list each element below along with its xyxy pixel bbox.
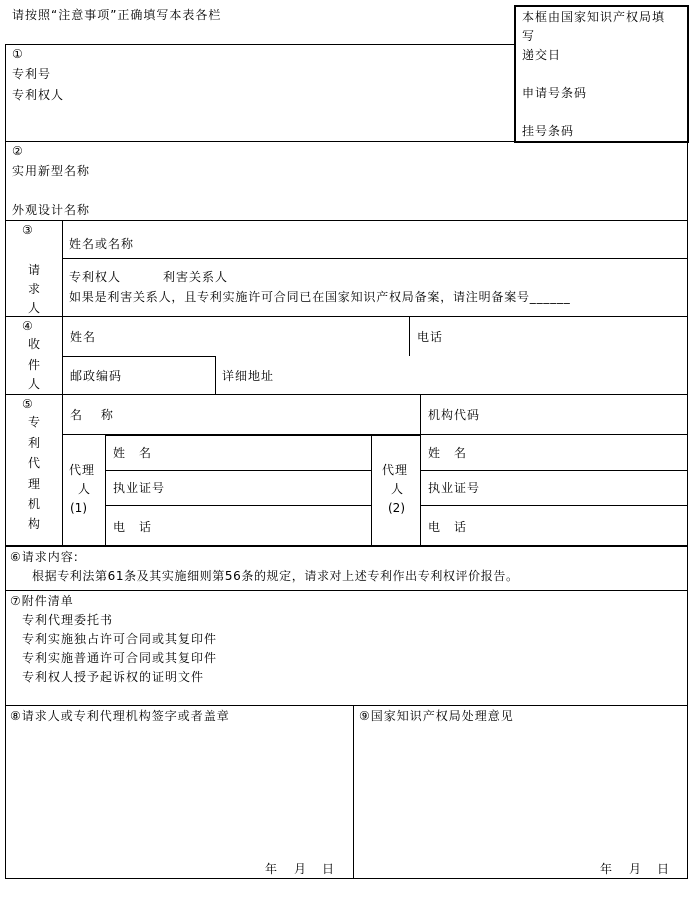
section3-side-label-1: 请 (28, 263, 42, 277)
section9-title: ⑨国家知识产权局处理意见 (359, 709, 514, 723)
section5-side-label-4: 理 (28, 477, 42, 491)
section3-divider (5, 316, 688, 317)
patentee-field[interactable] (80, 86, 500, 106)
section3-number: ③ (22, 223, 34, 237)
design-name-label: 外观设计名称 (12, 203, 91, 217)
agency-code-field[interactable] (490, 400, 680, 428)
office-box-title-cont: 写 (522, 29, 536, 43)
section8-9-divider (353, 705, 354, 878)
agent2-phone-field[interactable] (485, 510, 680, 540)
section8-title: ⑧请求人或专利代理机构签字或者盖章 (10, 709, 230, 723)
section5-side-label-3: 代 (28, 456, 42, 470)
section5-side-label-5: 机 (28, 497, 42, 511)
section1-number: ① (12, 47, 24, 61)
agency-name-divider-left (62, 434, 106, 435)
agent2-license-field[interactable] (490, 474, 680, 500)
signature-area[interactable] (10, 728, 345, 853)
agency-name-divider-thick (105, 434, 421, 436)
attachment-item[interactable]: 专利实施普通许可合同或其复印件 (22, 651, 218, 665)
section9-year: 年 (600, 862, 614, 876)
agent1-row1-divider (105, 470, 371, 471)
section9-month: 月 (629, 862, 643, 876)
agent1-row2-divider (105, 505, 371, 506)
section3-side-label-2: 求 (28, 282, 42, 296)
section7-divider (5, 705, 688, 706)
patent-number-label: 专利号 (12, 67, 52, 81)
agency-name-divider-right (420, 434, 688, 435)
request-content: 根据专利法第61条及其实施细则第56条的规定，请求对上述专利作出专利权评价报告。 (32, 569, 519, 583)
postcode-top-divider (62, 356, 216, 357)
side-column-divider (62, 220, 63, 546)
section6-title: ⑥请求内容: (10, 550, 79, 564)
agency-name-label: 名 称 (70, 408, 114, 422)
section7-title: ⑦附件清单 (10, 594, 74, 608)
agent1-license-label: 执业证号 (113, 481, 166, 495)
section2-number: ② (12, 144, 24, 158)
section8-day: 日 (322, 862, 336, 876)
utility-model-name-field[interactable] (100, 162, 680, 182)
attachment-item[interactable]: 专利权人授予起诉权的证明文件 (22, 670, 205, 684)
recipient-name-field[interactable] (110, 322, 400, 350)
section4-side-label-3: 人 (28, 377, 42, 391)
form-bottom-border (5, 878, 688, 879)
recipient-name-label: 姓名 (70, 330, 97, 344)
form-instruction: 请按照“注意事项”正确填写本表各栏 (12, 8, 222, 22)
agency-code-label: 机构代码 (428, 408, 481, 422)
agent2-row1-divider (420, 470, 688, 471)
section8-month: 月 (294, 862, 308, 876)
office-use-box (514, 5, 689, 143)
form-left-border (5, 44, 6, 878)
section4-number: ④ (22, 319, 34, 333)
section2-divider (5, 220, 688, 221)
postcode-divider (215, 356, 216, 394)
section9-day: 日 (657, 862, 671, 876)
agent2-row2-divider (420, 505, 688, 506)
address-field[interactable] (280, 362, 680, 388)
agency-name-field[interactable] (130, 400, 410, 428)
attachment-item[interactable]: 专利实施独占许可合同或其复印件 (22, 632, 218, 646)
section5-number: ⑤ (22, 397, 34, 411)
recipient-phone-field[interactable] (450, 322, 680, 350)
mail-barcode-label: 挂号条码 (522, 124, 575, 138)
section4-side-label-1: 收 (28, 337, 42, 351)
recipient-phone-label: 电话 (417, 330, 444, 344)
form-top-border (5, 44, 515, 45)
phone-divider (409, 316, 410, 356)
submit-date-label: 递交日 (522, 48, 562, 62)
section6-divider (5, 590, 688, 591)
agent1-label-line2: 人 (78, 482, 92, 496)
design-name-field[interactable] (100, 200, 680, 218)
postcode-field[interactable] (140, 362, 210, 388)
option-interested-party[interactable]: 利害关系人 (163, 270, 229, 284)
section3-side-label-3: 人 (28, 301, 42, 315)
agent2-license-label: 执业证号 (428, 481, 481, 495)
address-label: 详细地址 (222, 369, 275, 383)
section5-divider (5, 545, 688, 547)
agent2-name-field[interactable] (485, 439, 680, 465)
patent-number-field[interactable] (80, 64, 500, 84)
section5-side-label-2: 利 (28, 436, 42, 450)
agent2-label-line3: (2) (388, 501, 405, 515)
section5-side-label-6: 构 (28, 517, 42, 531)
agent1-phone-label: 电 话 (113, 520, 153, 534)
section1-divider (5, 141, 688, 142)
requester-name-label: 姓名或名称 (69, 237, 135, 251)
requester-name-field[interactable] (150, 232, 680, 254)
option-patentee[interactable]: 专利权人 (69, 270, 122, 284)
attachment-item[interactable]: 专利代理委托书 (22, 613, 114, 627)
section3-inner-divider (62, 258, 688, 259)
agent2-label-line2: 人 (391, 482, 405, 496)
section4-divider (5, 394, 688, 395)
application-barcode-label: 申请号条码 (522, 86, 588, 100)
section5-side-label-1: 专 (28, 415, 42, 429)
section8-year: 年 (265, 862, 279, 876)
section4-side-label-2: 件 (28, 358, 42, 372)
patentee-label: 专利权人 (12, 88, 65, 102)
agent1-license-field[interactable] (175, 474, 365, 500)
agent2-name-label: 姓 名 (428, 446, 468, 460)
agent2-label-line1: 代理 (382, 463, 409, 477)
agent1-label-line3: (1) (70, 501, 87, 515)
agent2-left-divider (371, 434, 372, 546)
office-box-title: 本框由国家知识产权局填 (522, 10, 666, 24)
agent1-phone-field[interactable] (170, 510, 365, 540)
agent2-phone-label: 电 话 (428, 520, 468, 534)
postcode-label: 邮政编码 (70, 369, 123, 383)
agent1-label-divider (105, 434, 106, 546)
utility-model-name-label: 实用新型名称 (12, 164, 91, 178)
form-right-border (687, 141, 688, 878)
filing-number-note: 如果是利害关系人，且专利实施许可合同已在国家知识产权局备案，请注明备案号______ (69, 290, 571, 304)
agent1-name-label: 姓 名 (113, 446, 153, 460)
agent1-name-field[interactable] (170, 439, 365, 465)
agent1-label-line1: 代理 (69, 463, 96, 477)
